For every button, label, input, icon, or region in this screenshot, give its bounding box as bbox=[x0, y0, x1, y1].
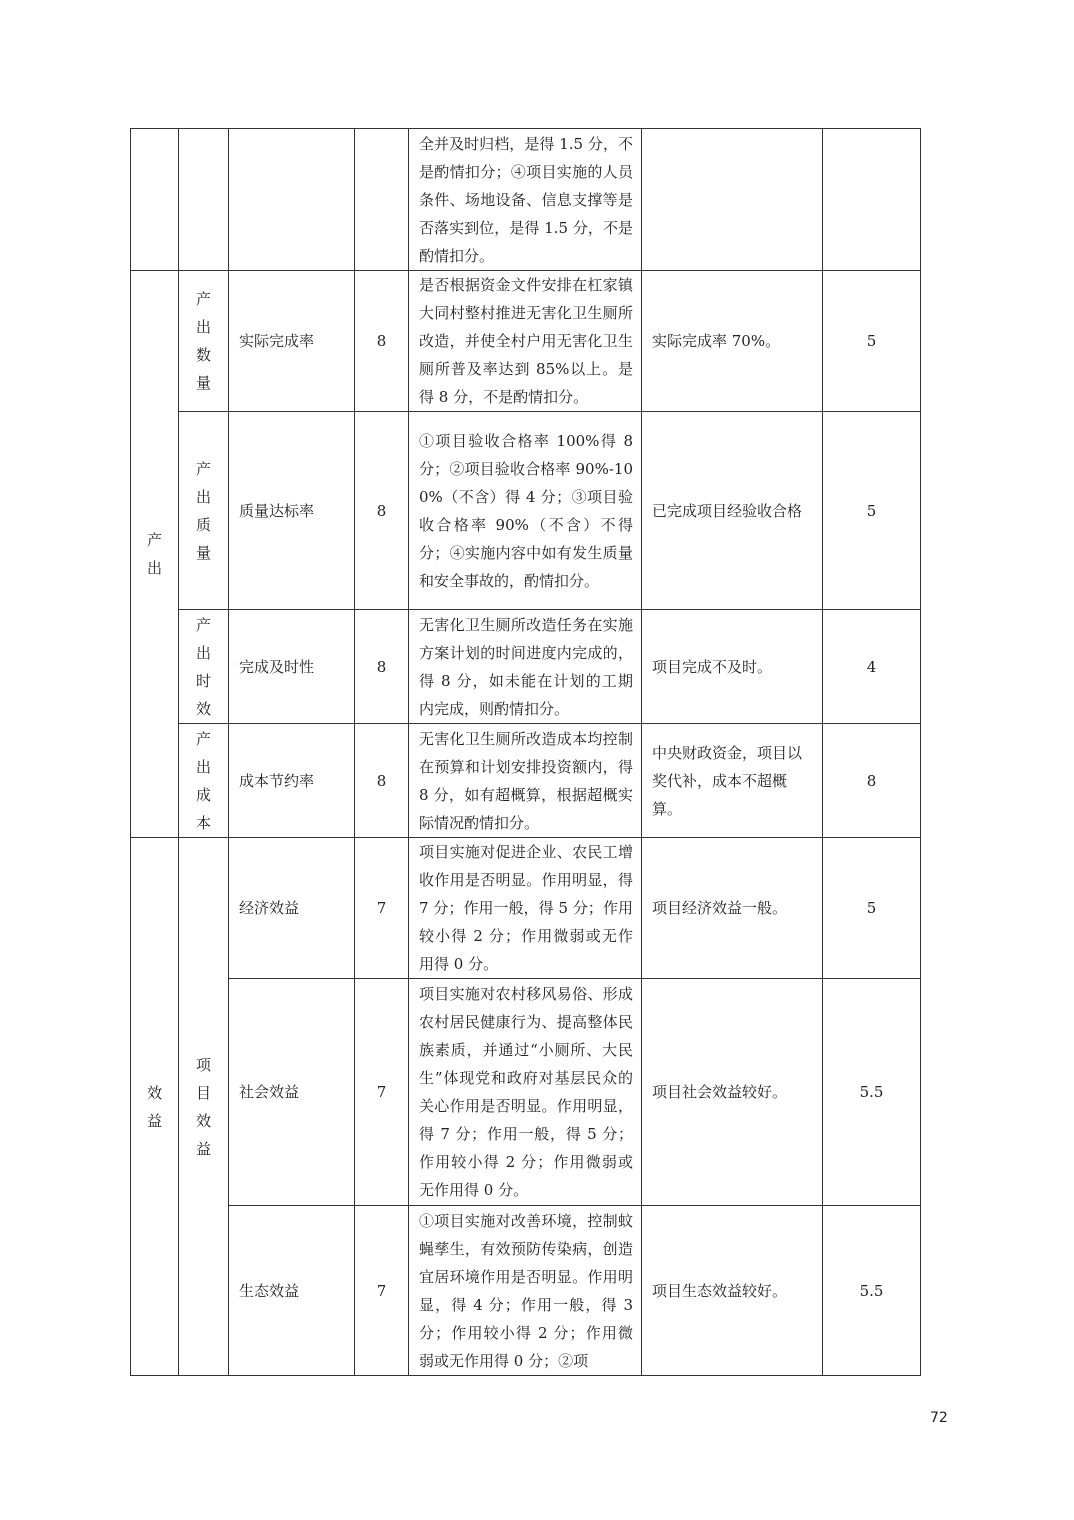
result-cell: 实际完成率 70%。 bbox=[642, 271, 823, 412]
level2-cell: 产出成本 bbox=[179, 724, 229, 838]
indicator-cell: 经济效益 bbox=[229, 838, 355, 979]
score-cell: 5.5 bbox=[823, 979, 921, 1206]
table-row bbox=[131, 838, 921, 979]
result-cell: 项目生态效益较好。 bbox=[642, 1206, 823, 1376]
standard-cell: 无害化卫生厕所改造任务在实施方案计划的时间进度内完成的，得 8 分，如未能在计划的工期内完成，则酌情扣分。 bbox=[409, 610, 642, 724]
level1-cell: 效益 bbox=[131, 838, 179, 1376]
weight-cell: 8 bbox=[355, 271, 409, 412]
indicator-cell bbox=[229, 129, 355, 271]
weight-cell: 7 bbox=[355, 979, 409, 1206]
standard-cell: 项目实施对农村移风易俗、形成农村居民健康行为、提高整体民族素质，并通过“小厕所、大民生”体现党和政府对基层民众的关心作用是否明显。作用明显，得 7 分；作用一般，得 5 分；作用较小得 2 分；作用微弱或无作用得 0 分。 bbox=[409, 979, 642, 1206]
score-cell: 8 bbox=[823, 724, 921, 838]
score-cell bbox=[823, 129, 921, 271]
result-cell: 项目经济效益一般。 bbox=[642, 838, 823, 979]
score-cell: 5 bbox=[823, 838, 921, 979]
weight-cell: 7 bbox=[355, 1206, 409, 1376]
result-cell: 项目社会效益较好。 bbox=[642, 979, 823, 1206]
weight-cell: 8 bbox=[355, 412, 409, 610]
level2-cell: 产出数量 bbox=[179, 271, 229, 412]
weight-cell: 8 bbox=[355, 610, 409, 724]
standard-cell: 全并及时归档，是得 1.5 分，不是酌情扣分；④项目实施的人员条件、场地设备、信息支撑等是否落实到位，是得 1.5 分，不是酌情扣分。 bbox=[409, 129, 642, 271]
table-row bbox=[131, 979, 921, 1206]
weight-cell bbox=[355, 129, 409, 271]
evaluation-table bbox=[130, 128, 921, 1376]
indicator-cell: 实际完成率 bbox=[229, 271, 355, 412]
table-row bbox=[131, 129, 921, 271]
standard-cell: ①项目验收合格率 100%得 8 分；②项目验收合格率 90%-100%（不含）得 4 分；③项目验收合格率 90%（不含）不得分；④实施内容中如有发生质量和安全事故的，酌情扣分。 bbox=[409, 412, 642, 610]
indicator-cell: 成本节约率 bbox=[229, 724, 355, 838]
indicator-cell: 社会效益 bbox=[229, 979, 355, 1206]
score-cell: 4 bbox=[823, 610, 921, 724]
score-cell: 5 bbox=[823, 412, 921, 610]
score-cell: 5 bbox=[823, 271, 921, 412]
level2-cell bbox=[179, 129, 229, 271]
indicator-cell: 完成及时性 bbox=[229, 610, 355, 724]
standard-cell: 是否根据资金文件安排在杠家镇大同村整村推进无害化卫生厕所改造，并使全村户用无害化卫生厕所普及率达到 85%以上。是得 8 分，不是酌情扣分。 bbox=[409, 271, 642, 412]
standard-cell: 无害化卫生厕所改造成本均控制在预算和计划安排投资额内，得 8 分，如有超概算，根据超概实际情况酌情扣分。 bbox=[409, 724, 642, 838]
standard-cell: ①项目实施对改善环境，控制蚊蝇孳生，有效预防传染病，创造宜居环境作用是否明显。作用明显，得 4 分；作用一般，得 3 分；作用较小得 2 分；作用微弱或无作用得 0 分；②项 bbox=[409, 1206, 642, 1376]
table-row bbox=[131, 412, 921, 610]
standard-cell: 项目实施对促进企业、农民工增收作用是否明显。作用明显，得 7 分；作用一般，得 5 分；作用较小得 2 分；作用微弱或无作用得 0 分。 bbox=[409, 838, 642, 979]
result-cell: 中央财政资金，项目以奖代补，成本不超概算。 bbox=[642, 724, 823, 838]
score-cell: 5.5 bbox=[823, 1206, 921, 1376]
level2-cell: 产出时效 bbox=[179, 610, 229, 724]
weight-cell: 8 bbox=[355, 724, 409, 838]
level2-cell: 项目效益 bbox=[179, 838, 229, 1376]
level2-cell: 产出质量 bbox=[179, 412, 229, 610]
table-row bbox=[131, 724, 921, 838]
indicator-cell: 生态效益 bbox=[229, 1206, 355, 1376]
weight-cell: 7 bbox=[355, 838, 409, 979]
result-cell: 项目完成不及时。 bbox=[642, 610, 823, 724]
level1-cell: 产出 bbox=[131, 271, 179, 838]
result-cell bbox=[642, 129, 823, 271]
level1-cell bbox=[131, 129, 179, 271]
result-cell: 已完成项目经验收合格 bbox=[642, 412, 823, 610]
indicator-cell: 质量达标率 bbox=[229, 412, 355, 610]
page-number: 72 bbox=[930, 1410, 948, 1426]
table-row bbox=[131, 1206, 921, 1376]
table-row bbox=[131, 610, 921, 724]
table-row bbox=[131, 271, 921, 412]
